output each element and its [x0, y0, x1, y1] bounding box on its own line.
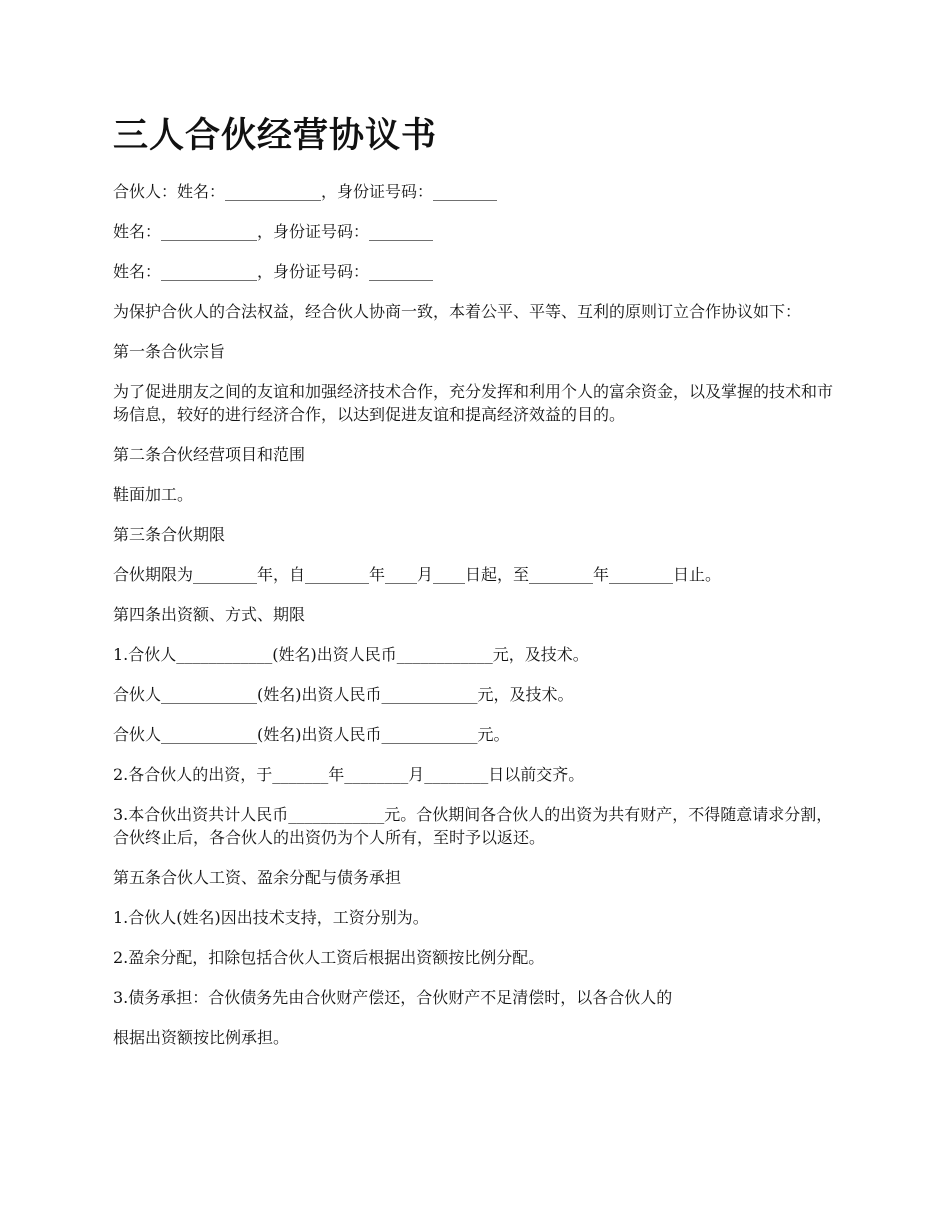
article-4-item-1c: 合伙人____________(姓名)出资人民币____________元。: [113, 725, 510, 744]
article-5-item-1: 1.合伙人(姓名)因出技术支持，工资分别为。: [113, 908, 429, 927]
article-1-heading: 第一条合伙宗旨: [113, 342, 226, 361]
article-5-heading: 第五条合伙人工资、盈余分配与债务承担: [113, 868, 402, 887]
partner-1-line: 合伙人：姓名：____________，身份证号码：________: [113, 182, 498, 201]
article-3-body: 合伙期限为________年，自________年____月____日起，至________年________日止。: [113, 565, 722, 584]
article-1-body: 为了促进朋友之间的友谊和加强经济技术合作，充分发挥和利用个人的富余资金，以及掌握的技术和市场信息，较好的进行经济合作，以达到促进友谊和提高经济效益的目的。: [113, 382, 834, 424]
preamble-paragraph: 为保护合伙人的合法权益，经合伙人协商一致，本着公平、平等、互利的原则订立合作协议如下：: [113, 302, 802, 321]
partner-2-line: 姓名：____________，身份证号码：________: [113, 222, 434, 241]
document-page: [113, 112, 843, 1066]
document-title: 三人合伙经营协议书: [113, 116, 438, 156]
article-4-item-2: 2.各合伙人的出资，于_______年________月________日以前交齐。: [113, 765, 585, 784]
article-5-item-3-continued: 根据出资额按比例承担。: [113, 1028, 290, 1047]
article-2-heading: 第二条合伙经营项目和范围: [113, 445, 306, 464]
article-3-heading: 第三条合伙期限: [113, 525, 226, 544]
article-2-body: 鞋面加工。: [113, 485, 194, 504]
article-4-item-3: 3.本合伙出资共计人民币____________元。合伙期间各合伙人的出资为共有财产，不得随意请求分割，合伙终止后，各合伙人的出资仍为个人所有，至时予以返还。: [113, 805, 833, 847]
article-5-item-3: 3.债务承担：合伙债务先由合伙财产偿还，合伙财产不足清偿时，以各合伙人的: [113, 988, 673, 1007]
article-4-item-1b: 合伙人____________(姓名)出资人民币____________元，及技术。: [113, 685, 574, 704]
partner-3-line: 姓名：____________，身份证号码：________: [113, 262, 434, 281]
article-5-item-2: 2.盈余分配，扣除包括合伙人工资后根据出资额按比例分配。: [113, 948, 545, 967]
article-4-heading: 第四条出资额、方式、期限: [113, 605, 306, 624]
article-4-item-1a: 1.合伙人____________(姓名)出资人民币____________元，及技术。: [113, 645, 589, 664]
